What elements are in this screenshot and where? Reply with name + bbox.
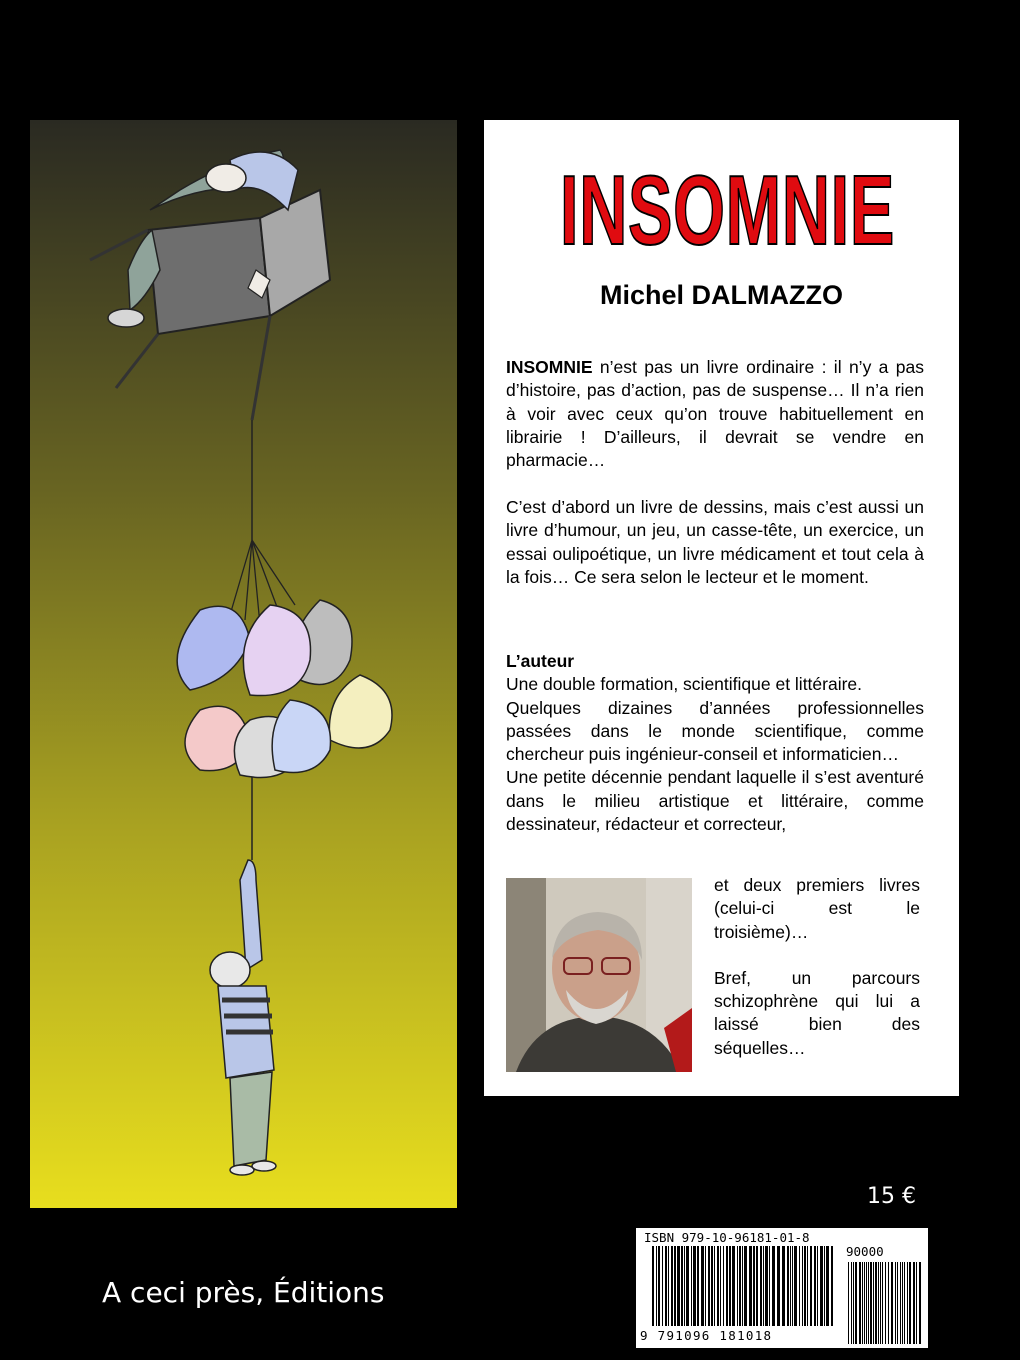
publisher-name: A ceci près, Éditions	[102, 1276, 385, 1309]
about-line-1: Une double formation, scientifique et littéraire.	[506, 674, 863, 695]
about-side-1: et deux premiers livres (celui-ci est le troisième)…	[714, 875, 920, 942]
balloons	[177, 600, 392, 778]
chair-figure	[90, 150, 330, 420]
intro-paragraph	[506, 356, 924, 472]
book-title: INSOMNIE	[560, 155, 895, 265]
about-heading: L’auteur	[506, 651, 575, 671]
about-line-3: Une petite décennie pendant laquelle il s’est aventuré dans le milieu artistique et littéraire, comme dessinateur, rédacteur et correcteur,	[506, 767, 924, 835]
about-side-text	[714, 874, 920, 1060]
price-label: 15 €	[867, 1184, 916, 1209]
author-name: Michel DALMAZZO	[600, 280, 843, 310]
author-photo	[506, 878, 692, 1072]
addon-number: 90000	[846, 1244, 884, 1259]
barcode	[636, 1228, 928, 1348]
back-cover-panel	[484, 120, 959, 1096]
intro-text: n’est pas un livre ordinaire : il n’y a pas d’histoire, pas d’action, pas de suspense… Il n’a rien à voir avec ceux qu’on trouve habituellement en librairie ! D’ailleurs, il devrait se vendre en pharmacie…	[506, 357, 924, 471]
ean-number: 9 791096 181018	[640, 1328, 773, 1343]
hanging-figure	[210, 860, 276, 1175]
cover-illustration	[30, 120, 457, 1208]
about-author	[506, 650, 924, 836]
about-side-2: Bref, un parcours schizophrène qui lui a laissé bien des séquelles…	[714, 967, 920, 1058]
about-line-2: Quelques dizaines d’années professionnelles passées dans le monde scientifique, comme chercheur puis ingénieur-conseil et informaticien…	[506, 697, 924, 765]
intro-bold-title: INSOMNIE	[506, 357, 593, 377]
description-paragraph: C’est d’abord un livre de dessins, mais c’est aussi un livre d’humour, un jeu, un casse-tête, un exercice, un essai oulipoétique, un livre médicament et tout cela à la fois… Ce sera selon le lecteur et le moment.	[506, 497, 924, 587]
balloon-illustration	[30, 120, 457, 1208]
isbn-label: ISBN 979-10-96181-01-8	[644, 1230, 810, 1245]
